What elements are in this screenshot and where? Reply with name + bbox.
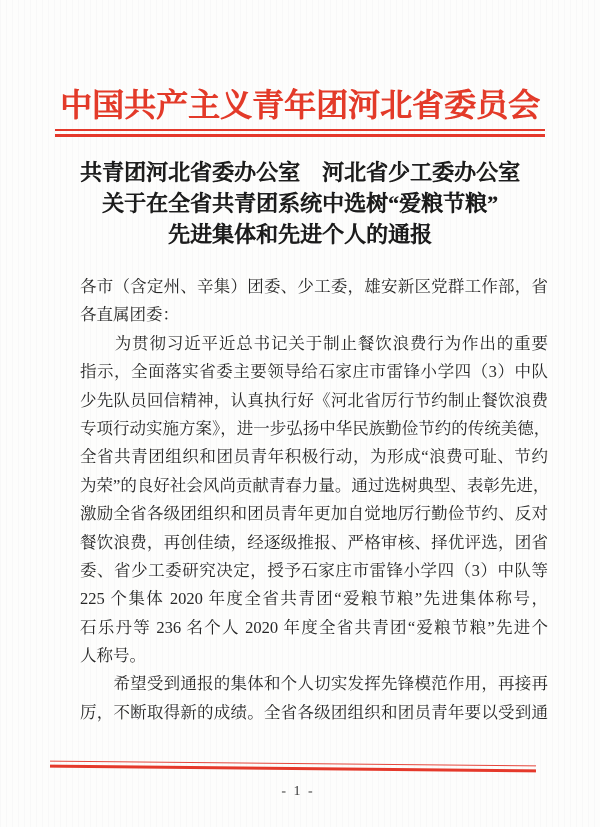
body-line: 225 个集体 2020 年度全省共青团“爱粮节粮”先进集体称号， <box>80 589 548 609</box>
footer-double-rule <box>50 761 536 773</box>
letterhead-double-rule <box>55 129 545 137</box>
body-line-salutation: 各直属团委： <box>80 305 179 325</box>
letterhead-org-name: 中国共产主义青年团河北省委员会 <box>59 87 540 123</box>
body-line: 厉，不断取得新的成绩。全省各级团组织和团员青年要以受到通 <box>80 702 548 722</box>
body-line: 石乐丹等 236 名个人 2020 年度全省共青团“爱粮节粮”先进个 <box>80 617 548 637</box>
body-line: 餐饮浪费，再创佳绩，经逐级推报、严格审核、择优评选，团省 <box>80 532 548 552</box>
document-body <box>80 273 551 727</box>
body-line: 为荣”的良好社会风尚贡献青春力量。通过选树典型、表彰先进， <box>80 475 550 495</box>
body-line: 专项行动实施方案》，进一步弘扬中华民族勤俭节约的传统美德， <box>80 418 551 438</box>
body-line: 指示，全面落实省委主要领导给石家庄市雷锋小学四（3）中队 <box>80 362 548 382</box>
document-title <box>66 157 534 250</box>
body-line: 希望受到通报的集体和个人切实发挥先锋模范作用，再接再 <box>80 674 548 694</box>
document-title-line: 关于在全省共青团系统中选树“爱粮节粮” <box>101 191 498 216</box>
body-line: 激励全省各级团组织和团员青年更加自觉地厉行勤俭节约、反对 <box>80 504 548 524</box>
document-title-line: 共青团河北省委办公室 河北省少工委办公室 <box>79 160 520 185</box>
document-title-line: 先进集体和先进个人的通报 <box>167 222 432 247</box>
body-line: 为贯彻习近平近总书记关于制止餐饮浪费行为作出的重要 <box>80 333 548 353</box>
body-line: 全省共青团组织和团员青年积极行动，为形成“浪费可耻、节约 <box>80 447 548 467</box>
body-line: 人称号。 <box>80 646 146 666</box>
body-line-salutation: 各市（含定州、辛集）团委、少工委，雄安新区党群工作部，省 <box>80 277 548 296</box>
page-number: - 1 - <box>281 784 315 799</box>
body-line: 委、省少工委研究决定，授予石家庄市雷锋小学四（3）中队等 <box>80 560 548 580</box>
body-line: 少先队员回信精神，认真执行好《河北省厉行节约制止餐饮浪费 <box>80 390 548 410</box>
